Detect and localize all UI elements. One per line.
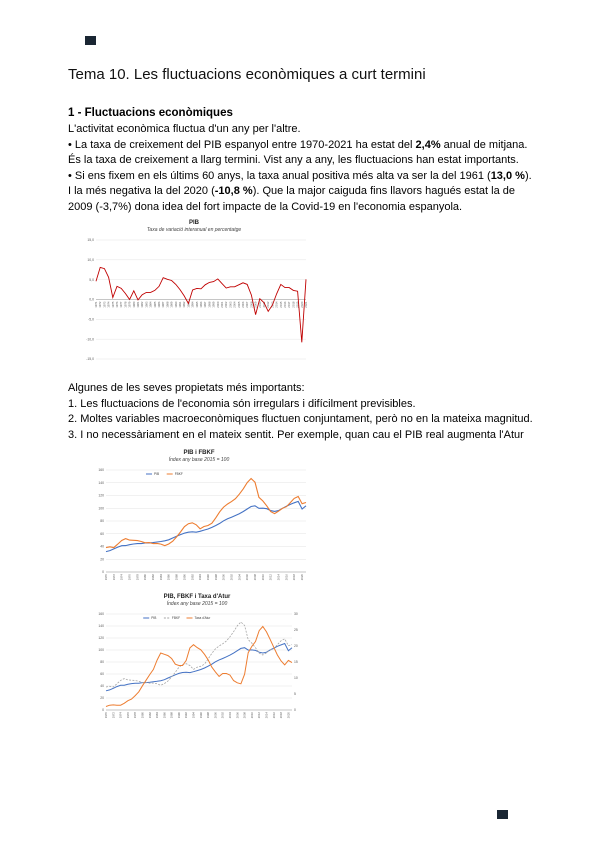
svg-text:2013: 2013 xyxy=(270,301,275,308)
svg-text:1974: 1974 xyxy=(119,574,124,581)
svg-text:1992: 1992 xyxy=(182,301,187,308)
svg-text:2014: 2014 xyxy=(264,712,269,719)
svg-text:2004: 2004 xyxy=(237,574,242,581)
text-segment: • Si ens fixem en els últims 60 anys, la taxa anual positiva més alta va ser la del 1961 ( xyxy=(68,169,491,182)
svg-text:2006: 2006 xyxy=(235,712,240,719)
svg-text:1986: 1986 xyxy=(157,301,161,308)
svg-text:Taxa d'Atur: Taxa d'Atur xyxy=(194,616,211,621)
svg-text:15: 15 xyxy=(294,660,298,665)
pib-fbkf-atur-line-chart xyxy=(84,609,308,723)
svg-text:2008: 2008 xyxy=(253,574,258,581)
svg-text:1992: 1992 xyxy=(190,574,195,581)
svg-text:20: 20 xyxy=(100,557,104,562)
page-title: Tema 10. Les fluctuacions econòmiques a curt termini xyxy=(68,66,426,83)
paragraph-extremes xyxy=(68,169,534,216)
svg-text:1983: 1983 xyxy=(144,301,149,308)
svg-text:1974: 1974 xyxy=(118,712,123,719)
figure-pib-growth xyxy=(74,219,314,367)
svg-text:1996: 1996 xyxy=(198,712,203,719)
text-segment-bold: 13,0 % xyxy=(490,169,525,182)
svg-text:2014: 2014 xyxy=(276,574,281,581)
pib-fbkf-line-chart xyxy=(84,465,312,585)
svg-text:-15,0: -15,0 xyxy=(86,357,94,362)
svg-text:1978: 1978 xyxy=(135,574,140,581)
svg-text:1996: 1996 xyxy=(199,301,203,308)
svg-text:2017: 2017 xyxy=(287,301,292,308)
svg-text:2008: 2008 xyxy=(249,301,254,308)
svg-text:100: 100 xyxy=(98,648,104,653)
svg-text:1994: 1994 xyxy=(198,574,203,581)
chart1-title: PIB xyxy=(188,220,199,226)
svg-text:10: 10 xyxy=(294,676,298,681)
svg-text:1985: 1985 xyxy=(152,301,157,308)
svg-text:2000: 2000 xyxy=(221,574,226,581)
text-segment: ). Que la major caiguda fins llavors hagués estat la de 2009 (-3,7%) dona idea del fort impacte de la Covid-19 en l'economia espanyola. xyxy=(68,185,515,213)
svg-text:1973: 1973 xyxy=(102,301,107,308)
svg-text:2018: 2018 xyxy=(292,574,297,581)
svg-text:1972: 1972 xyxy=(111,712,116,719)
svg-text:1994: 1994 xyxy=(191,712,196,719)
svg-text:60: 60 xyxy=(100,672,104,677)
svg-text:1993: 1993 xyxy=(186,301,191,308)
svg-text:1972: 1972 xyxy=(111,574,116,581)
svg-text:PIB: PIB xyxy=(151,616,157,621)
svg-text:2016: 2016 xyxy=(283,301,287,308)
svg-text:1990: 1990 xyxy=(182,574,187,581)
svg-text:15,0: 15,0 xyxy=(87,238,94,243)
svg-text:2005: 2005 xyxy=(236,301,241,308)
chart1-subtitle: Taxa de variació interanual en percentatge xyxy=(146,227,242,233)
spacer xyxy=(68,367,534,381)
svg-text:60: 60 xyxy=(100,531,104,536)
svg-text:-10,0: -10,0 xyxy=(86,337,94,342)
corner-mark-bottom xyxy=(497,810,508,819)
svg-text:1998: 1998 xyxy=(213,574,218,581)
svg-text:1982: 1982 xyxy=(151,574,156,581)
svg-text:2003: 2003 xyxy=(228,301,233,308)
svg-text:2010: 2010 xyxy=(257,301,262,308)
svg-text:2012: 2012 xyxy=(268,574,273,581)
svg-text:25: 25 xyxy=(294,628,298,633)
svg-text:1982: 1982 xyxy=(140,301,145,308)
svg-text:2020: 2020 xyxy=(300,574,305,581)
svg-text:2012: 2012 xyxy=(266,301,271,308)
svg-text:30: 30 xyxy=(294,612,298,617)
svg-text:0: 0 xyxy=(102,570,104,575)
svg-text:2018: 2018 xyxy=(291,301,296,308)
svg-text:1990: 1990 xyxy=(176,712,181,719)
svg-text:1982: 1982 xyxy=(147,712,152,719)
svg-text:2015: 2015 xyxy=(278,301,283,308)
text-segment: ). I la més negativa la del 2020 ( xyxy=(68,169,532,197)
svg-text:1984: 1984 xyxy=(148,301,153,308)
svg-text:PIB: PIB xyxy=(154,472,160,477)
svg-text:1976: 1976 xyxy=(125,712,130,719)
svg-text:1981: 1981 xyxy=(136,301,140,308)
svg-text:80: 80 xyxy=(100,660,104,665)
chart3-subtitle: Índex any base 2015 = 100 xyxy=(166,601,228,607)
svg-text:1992: 1992 xyxy=(184,712,189,719)
svg-text:2014: 2014 xyxy=(274,301,279,308)
figure-pib-fbkf xyxy=(84,449,314,585)
corner-mark-top xyxy=(85,36,96,45)
svg-text:2010: 2010 xyxy=(260,574,265,581)
svg-text:2004: 2004 xyxy=(232,301,237,308)
svg-text:160: 160 xyxy=(98,468,104,473)
svg-text:1999: 1999 xyxy=(211,301,216,308)
svg-text:1984: 1984 xyxy=(155,712,160,719)
svg-text:2000: 2000 xyxy=(215,301,220,308)
svg-text:1988: 1988 xyxy=(169,712,174,719)
svg-text:1974: 1974 xyxy=(106,301,111,308)
svg-text:160: 160 xyxy=(98,612,104,617)
text-segment-bold: -10,8 % xyxy=(214,185,253,197)
svg-text:40: 40 xyxy=(100,684,104,689)
svg-text:1995: 1995 xyxy=(194,301,199,308)
svg-text:80: 80 xyxy=(100,519,104,524)
svg-text:20: 20 xyxy=(100,696,104,701)
svg-text:1990: 1990 xyxy=(173,301,178,308)
property-item-2: 2. Moltes variables macroeconòmiques fluctuen conjuntament, però no en la mateixa magnitud. xyxy=(68,413,533,425)
svg-text:1976: 1976 xyxy=(127,574,132,581)
section-heading: 1 - Fluctuacions econòmiques xyxy=(68,107,233,119)
svg-text:2002: 2002 xyxy=(229,574,234,581)
svg-text:1977: 1977 xyxy=(119,301,124,308)
svg-text:1980: 1980 xyxy=(140,712,145,719)
text-segment: anual de mitjana. xyxy=(440,138,528,151)
svg-text:5,0: 5,0 xyxy=(89,277,94,282)
svg-text:1978: 1978 xyxy=(123,301,128,308)
paragraph-long-term: És la taxa de creixement a llarg termini. Vist any a any, les fluctuacions han estat importants. xyxy=(68,154,519,166)
svg-text:140: 140 xyxy=(98,624,104,629)
svg-text:5: 5 xyxy=(294,692,296,697)
svg-text:1988: 1988 xyxy=(165,301,170,308)
svg-text:2019: 2019 xyxy=(295,301,300,308)
svg-text:1986: 1986 xyxy=(162,712,167,719)
svg-text:2002: 2002 xyxy=(220,712,225,719)
svg-text:2016: 2016 xyxy=(284,574,289,581)
text-segment: • La taxa de creixement del PIB espanyol entre 1970-2021 ha estat del xyxy=(68,138,416,151)
svg-text:1986: 1986 xyxy=(166,574,171,581)
svg-text:FBKF: FBKF xyxy=(171,616,181,621)
svg-text:2006: 2006 xyxy=(245,574,250,581)
svg-text:140: 140 xyxy=(98,480,104,485)
svg-text:2012: 2012 xyxy=(257,712,262,719)
svg-text:2000: 2000 xyxy=(213,712,218,719)
svg-text:100: 100 xyxy=(98,506,104,511)
text-segment-bold: 2,4% xyxy=(415,138,441,151)
svg-text:0: 0 xyxy=(102,708,104,713)
figure-pib-fbkf-atur xyxy=(84,593,310,723)
svg-text:1980: 1980 xyxy=(131,301,136,308)
paragraph-growth-average xyxy=(68,138,534,154)
svg-text:2021: 2021 xyxy=(304,301,308,308)
svg-text:1976: 1976 xyxy=(115,301,119,308)
svg-text:2004: 2004 xyxy=(228,712,232,719)
svg-text:1978: 1978 xyxy=(133,712,138,719)
paragraph-activity: L'activitat econòmica fluctua d'un any per l'altre. xyxy=(68,123,301,135)
svg-text:0,0: 0,0 xyxy=(89,297,94,302)
property-item-1: 1. Les fluctuacions de l'economia són irregulars i difícilment previsibles. xyxy=(68,397,416,410)
svg-text:40: 40 xyxy=(100,544,104,549)
svg-text:2002: 2002 xyxy=(224,301,229,308)
svg-text:10,0: 10,0 xyxy=(87,258,94,263)
svg-text:1970: 1970 xyxy=(104,574,108,581)
svg-text:1984: 1984 xyxy=(158,574,163,581)
svg-text:1972: 1972 xyxy=(98,301,103,308)
properties-intro: Algunes de les seves propietats més importants: xyxy=(68,382,305,394)
svg-text:2007: 2007 xyxy=(245,301,250,308)
svg-text:2020: 2020 xyxy=(286,712,291,719)
chart2-title: PIB i FBKF xyxy=(183,450,215,456)
svg-text:FBKF: FBKF xyxy=(174,472,183,477)
svg-text:2006: 2006 xyxy=(241,301,245,308)
svg-text:1994: 1994 xyxy=(190,301,195,308)
svg-text:2008: 2008 xyxy=(242,712,247,719)
svg-text:120: 120 xyxy=(98,493,104,498)
svg-text:1971: 1971 xyxy=(94,301,98,308)
svg-text:2010: 2010 xyxy=(249,712,254,719)
svg-text:1987: 1987 xyxy=(161,301,166,308)
svg-text:2001: 2001 xyxy=(220,301,224,308)
chart3-title: PIB, FBKF i Taxa d'Atur xyxy=(163,594,231,600)
svg-text:2011: 2011 xyxy=(262,301,266,308)
property-item-3: 3. I no necessàriament en el mateix sentit. Per exemple, quan cau el PIB real augmenta l'Atur xyxy=(68,428,524,441)
pib-growth-line-chart xyxy=(74,235,312,367)
svg-text:2016: 2016 xyxy=(271,712,276,719)
svg-text:1996: 1996 xyxy=(205,574,210,581)
chart2-subtitle: Índex any base 2015 = 100 xyxy=(168,457,230,463)
svg-text:1980: 1980 xyxy=(143,574,148,581)
svg-text:20: 20 xyxy=(294,644,298,649)
svg-text:2018: 2018 xyxy=(279,712,284,719)
svg-text:1979: 1979 xyxy=(127,301,132,308)
svg-text:2020: 2020 xyxy=(299,301,304,308)
svg-text:0: 0 xyxy=(294,708,296,713)
svg-text:1998: 1998 xyxy=(207,301,212,308)
svg-text:1991: 1991 xyxy=(178,301,182,308)
svg-text:1997: 1997 xyxy=(203,301,208,308)
svg-text:1975: 1975 xyxy=(110,301,115,308)
svg-text:1998: 1998 xyxy=(206,712,211,719)
svg-text:120: 120 xyxy=(98,636,104,641)
svg-text:1989: 1989 xyxy=(169,301,174,308)
svg-text:-5,0: -5,0 xyxy=(88,317,94,322)
svg-text:2009: 2009 xyxy=(253,301,258,308)
svg-text:1970: 1970 xyxy=(104,712,108,719)
svg-text:1988: 1988 xyxy=(174,574,179,581)
